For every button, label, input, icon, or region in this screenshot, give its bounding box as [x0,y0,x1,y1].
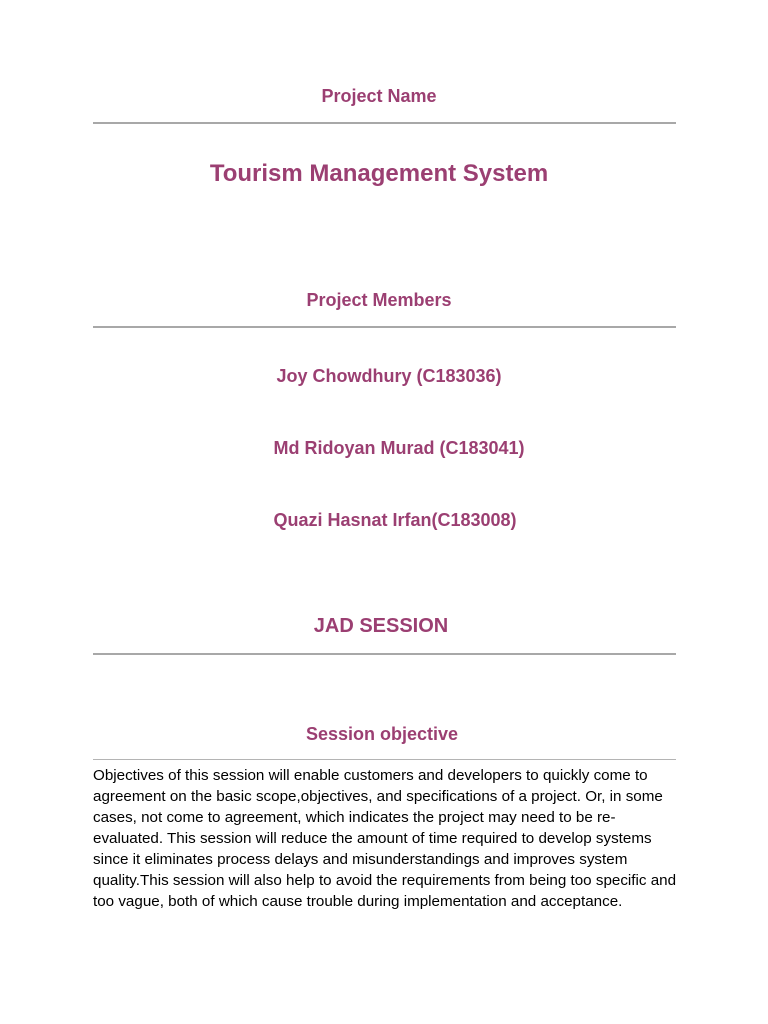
project-name-label: Project Name [321,86,437,106]
members-divider [93,326,676,328]
session-objective-heading: Session objective [305,724,459,744]
project-title: Tourism Management System [209,160,549,187]
member-1: Joy Chowdhury (C183036) [276,366,502,386]
jad-session-heading: JAD SESSION [313,615,449,637]
members-label: Project Members [306,290,452,310]
session-objective-paragraph: Objectives of this session will enable customers and developers to quickly come to agreement on the basic scope,objectives, and specifications of a project. Or, in some cases, not come to agreement, which indicates the project may need to be re-evaluated. This session will reduce the amount of time required to develop systems since it eliminates process delays and misunderstandings and improves system quality.This session will also help to avoid the requirements from being too specific and too vague, both of which cause trouble during implementation and acceptance. [93,767,677,910]
member-2: Md Ridoyan Murad (C183041) [273,438,525,458]
member-3: Quazi Hasnat Irfan(C183008) [273,510,517,530]
jad-session-divider [93,653,676,655]
project-name-divider [93,122,676,124]
session-objective-divider [93,759,676,760]
